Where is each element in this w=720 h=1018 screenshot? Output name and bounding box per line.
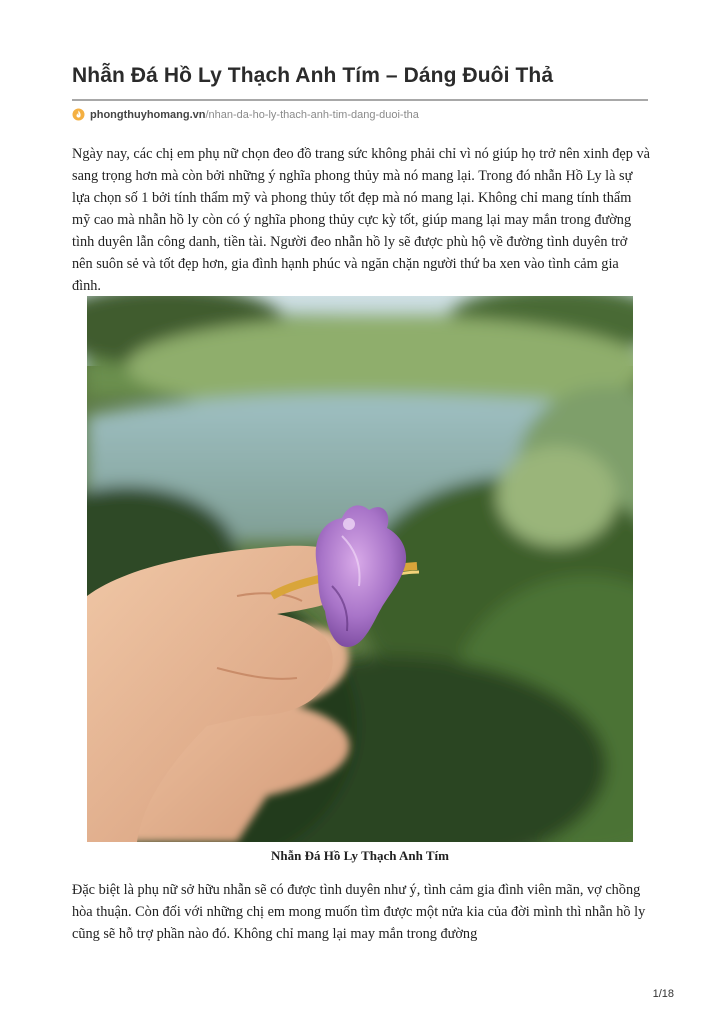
source-link[interactable]: [72, 108, 419, 121]
article-title: Nhẫn Đá Hồ Ly Thạch Anh Tím – Dáng Đuôi Thả: [72, 64, 554, 87]
page-number: 1/18: [652, 988, 674, 1000]
body-paragraph: Đặc biệt là phụ nữ sở hữu nhẫn sẽ có được tình duyên như ý, tình cảm gia đình viên mãn, vợ chồng hòa thuận. Còn đối với những chị em mong muốn tìm được một nửa kia của đời mình thì nhẫn hồ ly cũng sẽ hỗ trợ phần nào đó. Không chỉ mang lại may mắn trong đường: [72, 882, 646, 942]
flame-logo-icon: [72, 108, 85, 121]
image-caption: Nhẫn Đá Hồ Ly Thạch Anh Tím: [271, 848, 449, 863]
source-path: /nhan-da-ho-ly-thach-anh-tim-dang-duoi-tha: [205, 108, 419, 121]
intro-paragraph: Ngày nay, các chị em phụ nữ chọn đeo đồ trang sức không phải chỉ vì nó giúp họ trở nên xinh đẹp và sang trọng hơn mà còn bởi những ý nghĩa phong thủy mà nó mang lại. Trong đó nhẫn Hồ Ly là sự lựa chọn số 1 bởi tính thẩm mỹ và phong thủy tốt đẹp mà nó mang lại. Không chỉ mang tính thẩm mỹ cao mà nhẫn hồ ly còn có ý nghĩa phong thủy cực kỳ tốt, giúp mang lại may mắn trong đường tình duyên lẫn công danh, tiền tài. Người đeo nhẫn hồ ly sẽ được phù hộ về đường tình duyên trở nên suôn sẻ và tốt đẹp hơn, gia đình hạnh phúc và ngăn chặn người thứ ba xen vào tình cảm gia đình.: [72, 146, 650, 294]
source-domain: phongthuyhomang.vn: [90, 108, 206, 121]
product-photo: [87, 296, 633, 842]
title-divider: [72, 99, 648, 101]
